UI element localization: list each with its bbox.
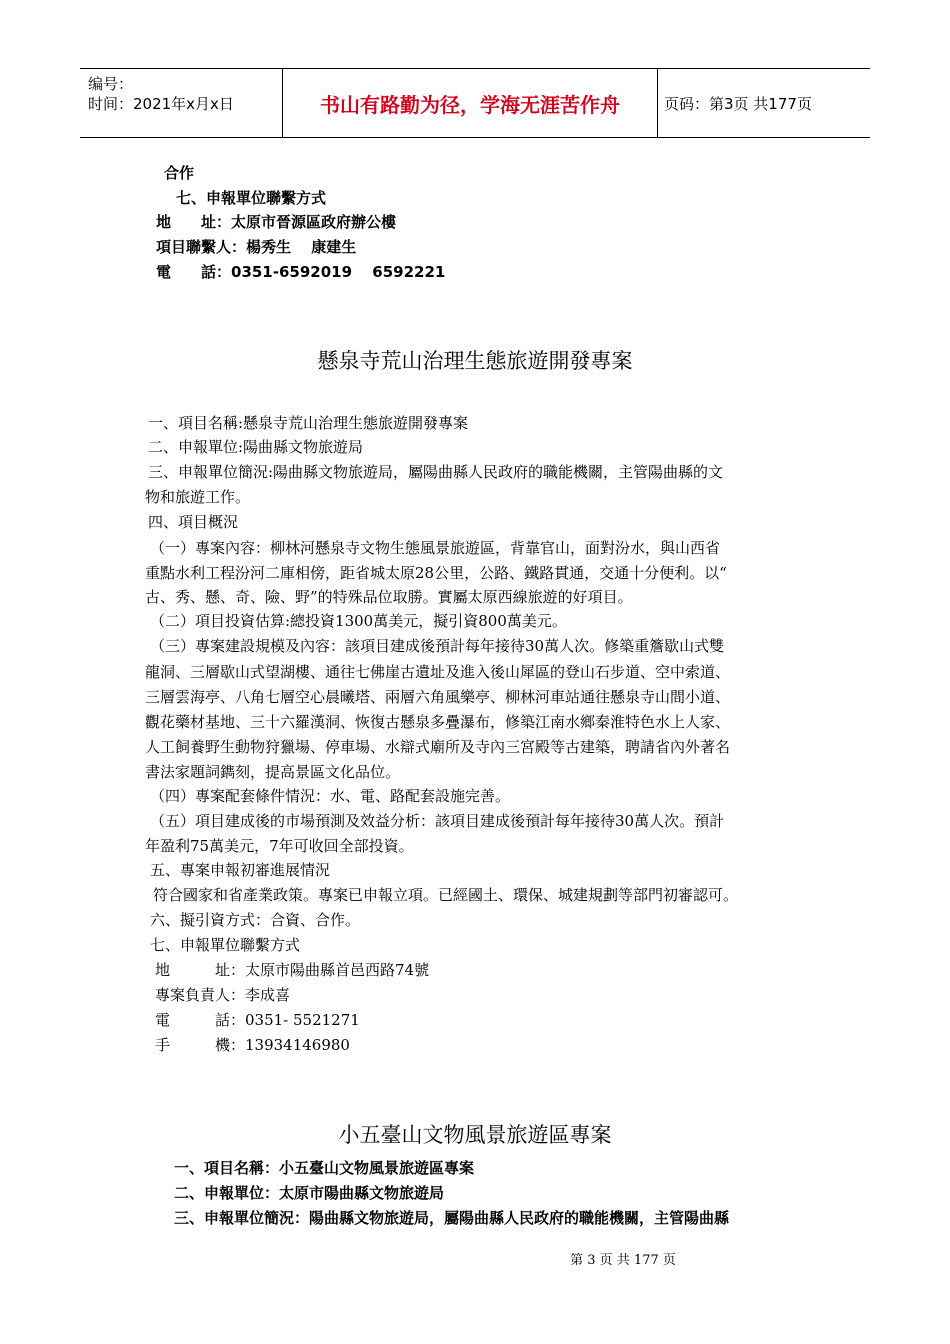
- text-line: 電 話：0351- 5521271: [155, 1011, 360, 1029]
- text-line: 三層雲海亭、八角七層空心晨曦塔、兩層六角風樂亭、柳林河車站通往懸泉寺山間小道、: [145, 688, 731, 706]
- text-line: （三）專案建設規模及內容：該項目建成後預計每年接待30萬人次。修築重簷歇山式雙: [150, 637, 725, 655]
- text-line: 七、申報單位聯繫方式: [150, 936, 301, 954]
- text-line: 地 址：太原市陽曲縣首邑西路74號: [155, 961, 430, 979]
- text-line: 二、申報單位：太原市陽曲縣文物旅遊局: [174, 1184, 445, 1202]
- text-line: 人工飼養野生動物狩獵場、停車場、水辯式廟所及寺內三宮殿等古建築，聘請省內外著名: [145, 738, 731, 756]
- text-line: 電 話：0351-6592019 6592221: [156, 263, 446, 281]
- project2-title: 小五臺山文物風景旅遊區專案: [338, 1123, 612, 1147]
- text-line: 專案負責人：李成喜: [155, 986, 291, 1004]
- text-line: 書法家題詞鐫刻，提高景區文化品位。: [145, 763, 401, 781]
- text-line: （五）項目建成後的市場預測及效益分析：該項目建成後預計每年接待30萬人次。預計: [150, 812, 725, 830]
- text-line: 符合國家和省產業政策。專案已申報立項。已經國土、環保、城建規劃等部門初審認可。: [153, 886, 739, 904]
- text-line: （二）項目投資估算:總投資1300萬美元，擬引資800萬美元。: [150, 612, 567, 630]
- text-line: 四、項目概況: [148, 513, 239, 531]
- doc-number: 编号：: [88, 75, 134, 93]
- text-line: 三、申報單位簡況:陽曲縣文物旅遊局，屬陽曲縣人民政府的職能機關，主管陽曲縣的文: [148, 463, 724, 481]
- text-line: 合作: [164, 164, 195, 182]
- text-line: 一、項目名稱:懸泉寺荒山治理生態旅遊開發專案: [148, 414, 469, 432]
- text-line: 手 機：13934146980: [155, 1036, 350, 1054]
- text-line: 七、申報單位聯繫方式: [176, 189, 327, 207]
- text-line: 三、申報單位簡況：陽曲縣文物旅遊局，屬陽曲縣人民政府的職能機關，主管陽曲縣: [174, 1209, 730, 1227]
- text-line: 五、專案申報初審進展情況: [150, 861, 331, 879]
- text-line: 古、秀、懸、奇、險、野”的特殊品位取勝。實屬太原西線旅遊的好項目。: [145, 588, 633, 606]
- text-line: 六、擬引資方式：合資、合作。: [150, 911, 361, 929]
- text-line: （四）專案配套條件情況：水、電、路配套設施完善。: [150, 787, 511, 805]
- page-footer: 第 3 页 共 177 页: [570, 1253, 676, 1268]
- text-line: 觀花藥材基地、三十六羅漢洞、恢復古懸泉多疊瀑布，修築江南水鄉秦淮特色水上人家、: [145, 713, 731, 731]
- header-left-cell: [80, 69, 280, 137]
- text-line: 地 址：太原市晉源區政府辦公樓: [156, 213, 397, 231]
- text-line: 龍洞、三層歇山式望湖樓、通往七佛崖古遺址及進入後山犀區的登山石步道、空中索道、: [145, 663, 731, 681]
- page-header: [80, 68, 870, 138]
- text-line: 年盈利75萬美元，7年可收回全部投資。: [145, 837, 414, 855]
- text-line: 重點水利工程汾河二庫相傍，距省城太原28公里，公路、鐵路貫通，交通十分便利。以“: [145, 564, 727, 582]
- text-line: 二、申報單位:陽曲縣文物旅遊局: [148, 438, 364, 456]
- header-motto: 书山有路勤为径，学海无涯苦作舟: [282, 69, 658, 137]
- doc-date: 时间：2021年x月x日: [88, 95, 234, 113]
- text-line: （一）專案內容：柳林河懸泉寺文物生態風景旅遊區，背靠官山，面對汾水，與山西省: [150, 539, 721, 557]
- project1-title: 懸泉寺荒山治理生態旅遊開發專案: [317, 349, 633, 373]
- text-line: 一、項目名稱：小五臺山文物風景旅遊區專案: [174, 1159, 475, 1177]
- text-line: 項目聯繫人：楊秀生 康建生: [156, 238, 357, 256]
- text-line: 物和旅遊工作。: [145, 488, 251, 506]
- header-page-info: 页码：第3页 共177页: [664, 94, 812, 113]
